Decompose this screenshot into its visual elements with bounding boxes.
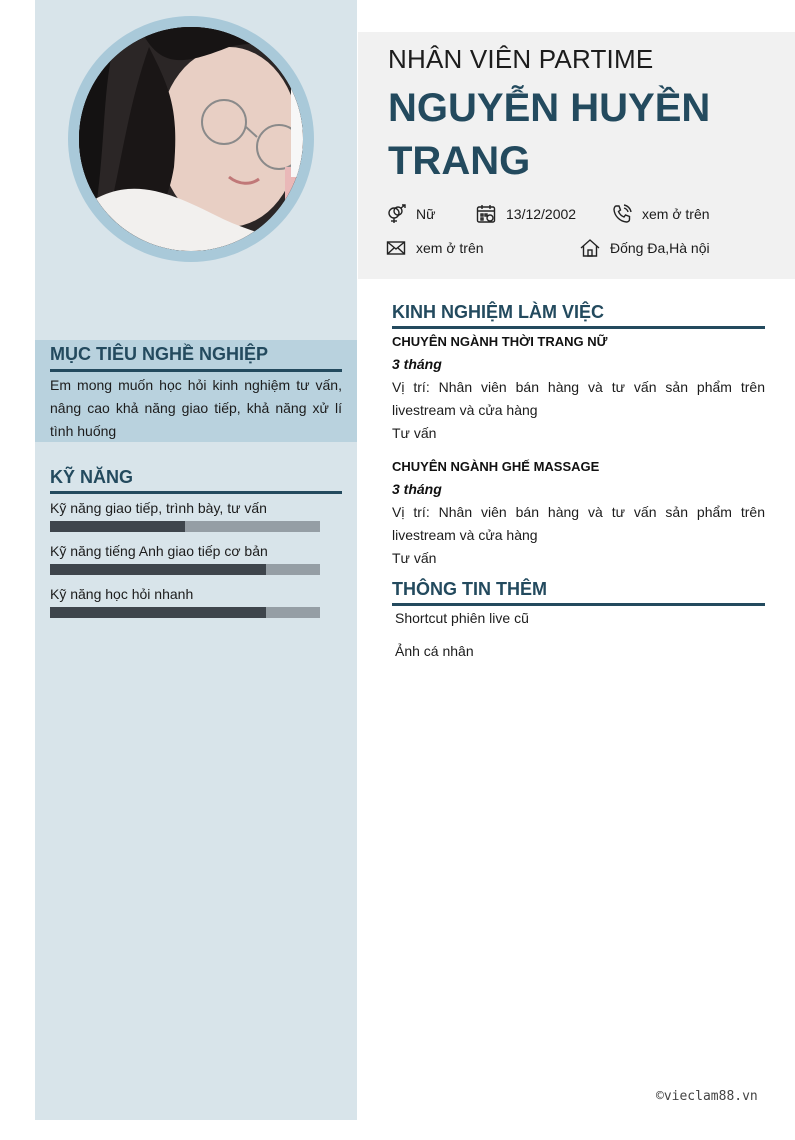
home-icon	[580, 238, 600, 258]
avatar	[79, 27, 303, 251]
skill-bar	[50, 564, 320, 575]
job-name: CHUYÊN NGÀNH GHẾ MASSAGE	[392, 459, 600, 474]
skill-bar	[50, 521, 320, 532]
phone-icon	[612, 204, 632, 224]
contact-email	[386, 238, 484, 258]
address-text: Đống Đa,Hà nội	[610, 240, 710, 256]
contact-birthday	[476, 204, 576, 224]
skills-title: KỸ NĂNG	[50, 467, 134, 487]
job-role: Tư vấn	[392, 425, 437, 441]
watermark: ©vieclam88.vn	[656, 1089, 758, 1104]
objective-text: Em mong muốn học hỏi kinh nghiệm tư vấn, nâng cao khả năng giao tiếp, khả năng xử lí tình huống	[50, 377, 342, 439]
experience-title: KINH NGHIỆM LÀM VIỆC	[392, 302, 605, 322]
contact-gender	[386, 204, 435, 224]
skill-label: Kỹ năng học hỏi nhanh	[50, 586, 194, 602]
gender-icon	[386, 204, 406, 224]
skill-bar-fill	[50, 564, 266, 575]
job-role: Tư vấn	[392, 550, 437, 566]
birthday-text: 13/12/2002	[506, 206, 577, 222]
experience-divider	[392, 326, 765, 329]
skill-bar-fill	[50, 521, 185, 532]
extra-item[interactable]: Ảnh cá nhân	[395, 643, 474, 659]
extra-item[interactable]: Shortcut phiên live cũ	[395, 610, 529, 626]
job-title: NHÂN VIÊN PARTIME	[388, 44, 654, 74]
contact-phone	[612, 204, 710, 224]
skills-divider	[50, 491, 342, 494]
gender-text: Nữ	[416, 206, 436, 222]
job-name: CHUYÊN NGÀNH THỜI TRANG NỮ	[392, 334, 608, 349]
job-duration: 3 tháng	[392, 481, 442, 497]
avatar-image	[79, 27, 303, 251]
skill-bar-fill	[50, 607, 266, 618]
objective-title: MỤC TIÊU NGHỀ NGHIỆP	[50, 344, 269, 364]
mail-icon	[386, 238, 406, 258]
objective-divider	[50, 369, 342, 372]
extra-divider	[392, 603, 765, 606]
candidate-name: NGUYỄN HUYỀN TRANG	[388, 86, 711, 183]
skill-label: Kỹ năng tiếng Anh giao tiếp cơ bản	[50, 543, 268, 559]
extra-title: THÔNG TIN THÊM	[392, 579, 547, 599]
phone-text: xem ở trên	[642, 206, 710, 222]
calendar-icon	[476, 204, 496, 224]
job-description: Vị trí: Nhân viên bán hàng và tư vấn sản phẩm trên livestream và cửa hàng	[392, 379, 765, 418]
job-description: Vị trí: Nhân viên bán hàng và tư vấn sản phẩm trên livestream và cửa hàng	[392, 504, 765, 543]
skill-label: Kỹ năng giao tiếp, trình bày, tư vấn	[50, 500, 267, 516]
job-duration: 3 tháng	[392, 356, 442, 372]
email-text: xem ở trên	[416, 240, 484, 256]
contact-address	[580, 238, 710, 258]
skill-bar	[50, 607, 320, 618]
